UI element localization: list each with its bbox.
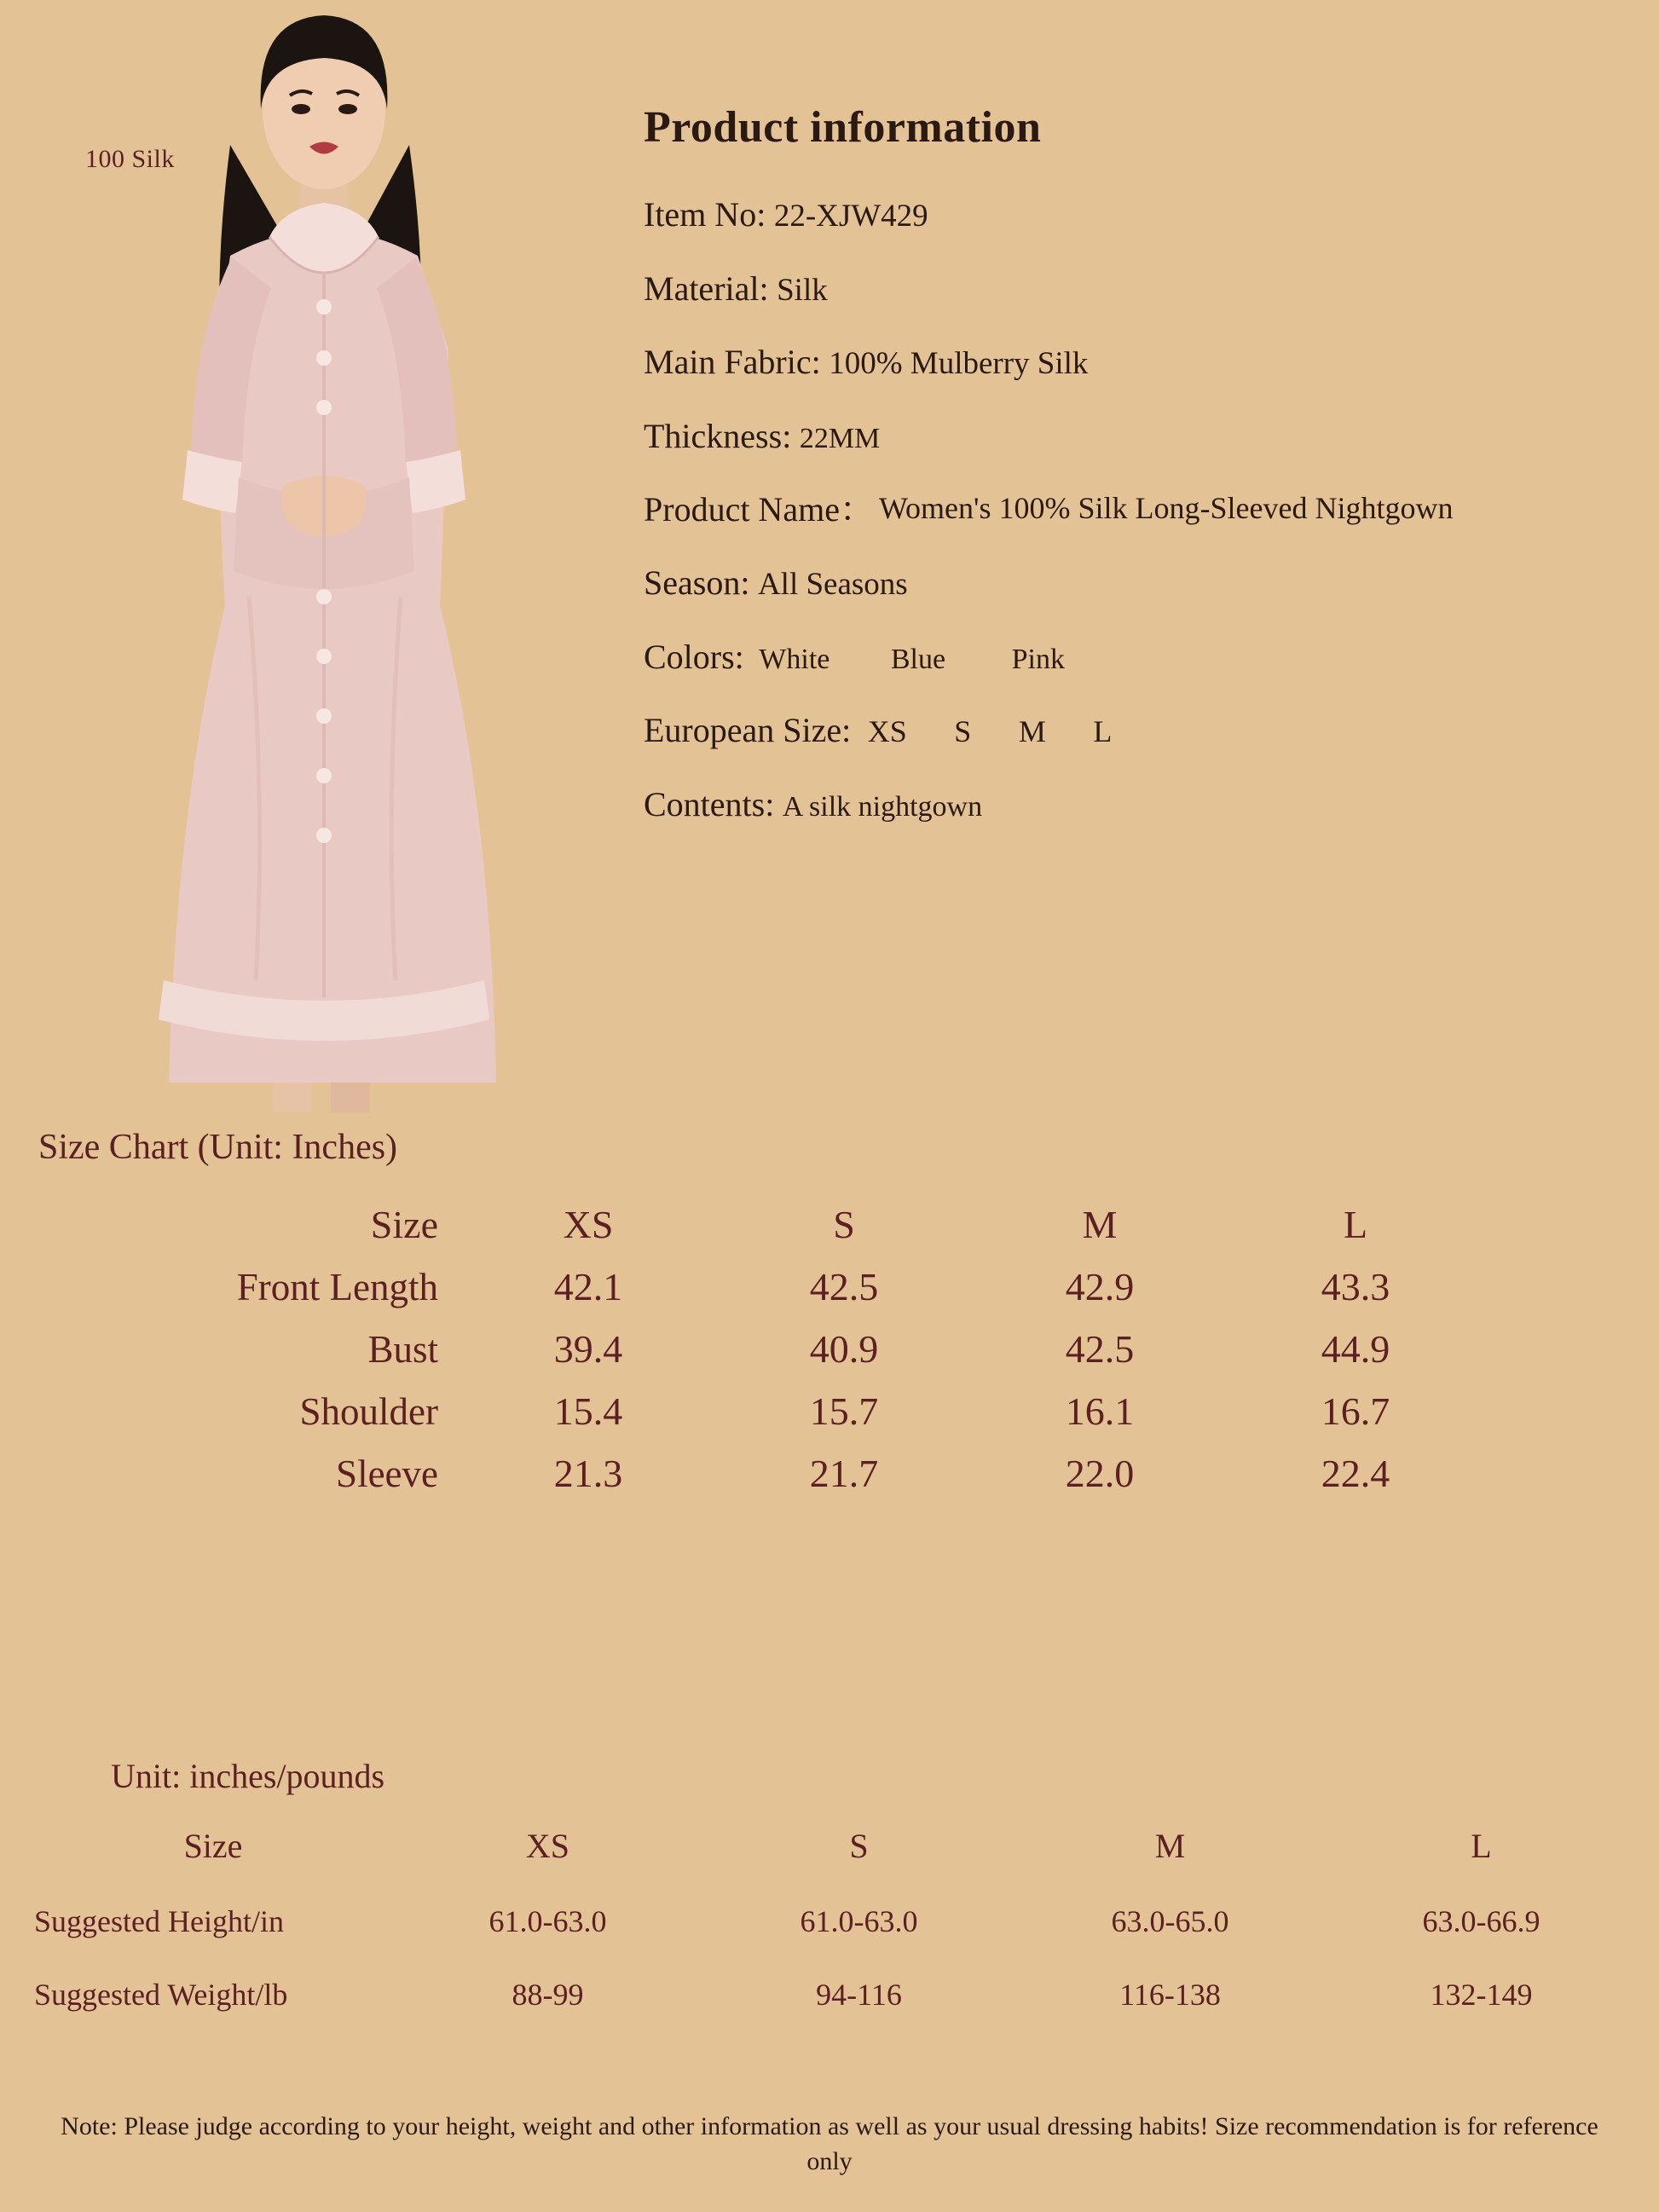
row-season <box>644 562 1624 605</box>
table-row <box>26 1958 1637 2031</box>
page-title: Product information <box>644 103 1042 152</box>
height-xs: 61.0-63.0 <box>488 1904 607 1938</box>
front-length-xs: 42.1 <box>553 1265 623 1308</box>
shoulder-l: 16.7 <box>1321 1389 1390 1433</box>
material-label: Material: <box>644 269 769 308</box>
table-header-row <box>34 1193 1483 1256</box>
row-main-fabric <box>644 341 1624 384</box>
size-chart-header-size: Size <box>370 1203 438 1246</box>
model-photo <box>102 0 546 1125</box>
sleeve-l: 22.4 <box>1321 1452 1390 1495</box>
contents-label: Contents: <box>644 784 775 823</box>
weight-l: 132-149 <box>1430 1978 1533 2012</box>
size-chart-header-s: S <box>833 1203 855 1246</box>
row-european-size <box>644 709 1624 753</box>
height-l: 63.0-66.9 <box>1422 1904 1540 1938</box>
row-label-bust: Bust <box>367 1327 438 1371</box>
row-item-no <box>644 193 1624 237</box>
unit-label: Unit: inches/pounds <box>111 1757 385 1795</box>
table-row <box>34 1380 1483 1442</box>
rec-header-m: M <box>1154 1827 1186 1865</box>
height-m: 63.0-65.0 <box>1111 1904 1229 1938</box>
color-option-white: White <box>759 643 830 675</box>
front-length-l: 43.3 <box>1321 1265 1390 1308</box>
rec-header-size: Size <box>183 1827 243 1865</box>
product-name-value: Women's 100% Silk Long-Sleeved Nightgown <box>878 491 1454 525</box>
bust-l: 44.9 <box>1321 1327 1390 1371</box>
bust-s: 40.9 <box>809 1327 879 1371</box>
size-option-m: M <box>1018 714 1046 748</box>
row-product-name <box>644 488 1624 531</box>
row-label-shoulder: Shoulder <box>299 1389 438 1433</box>
table-header-row <box>26 1807 1637 1885</box>
size-chart-title: Size Chart (Unit: Inches) <box>38 1128 398 1167</box>
shoulder-xs: 15.4 <box>553 1389 623 1433</box>
main-fabric-value: 100% Mulberry Silk <box>829 346 1089 381</box>
height-s: 61.0-63.0 <box>800 1904 918 1938</box>
bust-m: 42.5 <box>1065 1327 1135 1371</box>
sleeve-m: 22.0 <box>1065 1452 1135 1495</box>
sleeve-s: 21.7 <box>809 1452 879 1495</box>
row-label-suggested-height: Suggested Height/in <box>34 1904 284 1938</box>
main-fabric-label: Main Fabric: <box>644 343 821 381</box>
table-row <box>34 1318 1483 1380</box>
table-row <box>34 1256 1483 1318</box>
product-name-label: Product Name <box>644 490 840 528</box>
size-option-xs: XS <box>867 714 907 748</box>
table-row <box>26 1885 1637 1958</box>
sleeve-xs: 21.3 <box>553 1452 623 1495</box>
size-chart-header-xs: XS <box>563 1203 614 1246</box>
front-length-m: 42.9 <box>1065 1265 1135 1308</box>
weight-xs: 88-99 <box>512 1978 584 2012</box>
size-note: Note: Please judge according to your height, weight and other information as well as your usual dressing habits! Size recommendation is for reference only <box>61 2112 1598 2175</box>
european-size-label: European Size: <box>644 711 852 749</box>
row-label-suggested-weight: Suggested Weight/lb <box>34 1978 288 2012</box>
color-option-blue: Blue <box>890 643 946 675</box>
thickness-label: Thickness: <box>644 416 792 455</box>
rec-header-s: S <box>849 1827 869 1865</box>
rec-header-l: L <box>1471 1827 1492 1865</box>
item-no-label: Item No: <box>644 195 766 234</box>
row-contents <box>644 783 1624 827</box>
shoulder-s: 15.7 <box>809 1389 879 1433</box>
table-row <box>34 1442 1483 1505</box>
thickness-value: 22MM <box>799 422 881 454</box>
bust-xs: 39.4 <box>553 1327 623 1371</box>
size-chart-header-m: M <box>1082 1203 1118 1246</box>
material-value: Silk <box>777 272 828 308</box>
model-illustration <box>102 0 546 1125</box>
contents-value: A silk nightgown <box>782 790 983 823</box>
weight-s: 94-116 <box>816 1978 902 2012</box>
product-information-block <box>644 102 1624 857</box>
row-material <box>644 268 1624 311</box>
item-no-value: 22-XJW429 <box>773 199 928 234</box>
rec-header-xs: XS <box>525 1827 570 1865</box>
row-colors <box>644 636 1624 679</box>
size-option-l: L <box>1093 714 1113 748</box>
season-value: All Seasons <box>757 567 908 602</box>
row-label-front-length: Front Length <box>236 1265 438 1308</box>
color-option-pink: Pink <box>1011 643 1065 675</box>
shoulder-m: 16.1 <box>1065 1389 1135 1433</box>
colors-label: Colors: <box>644 637 744 676</box>
silk-badge: 100 Silk <box>85 145 175 173</box>
size-chart-header-l: L <box>1343 1203 1368 1246</box>
weight-m: 116-138 <box>1119 1978 1221 2012</box>
size-chart-table <box>34 1193 1483 1505</box>
product-name-separator: ： <box>839 490 874 528</box>
row-label-sleeve: Sleeve <box>336 1452 438 1495</box>
front-length-s: 42.5 <box>809 1265 879 1308</box>
season-label: Season: <box>644 563 750 602</box>
row-thickness <box>644 415 1624 459</box>
recommendation-table <box>26 1807 1637 2031</box>
size-option-s: S <box>954 714 972 748</box>
